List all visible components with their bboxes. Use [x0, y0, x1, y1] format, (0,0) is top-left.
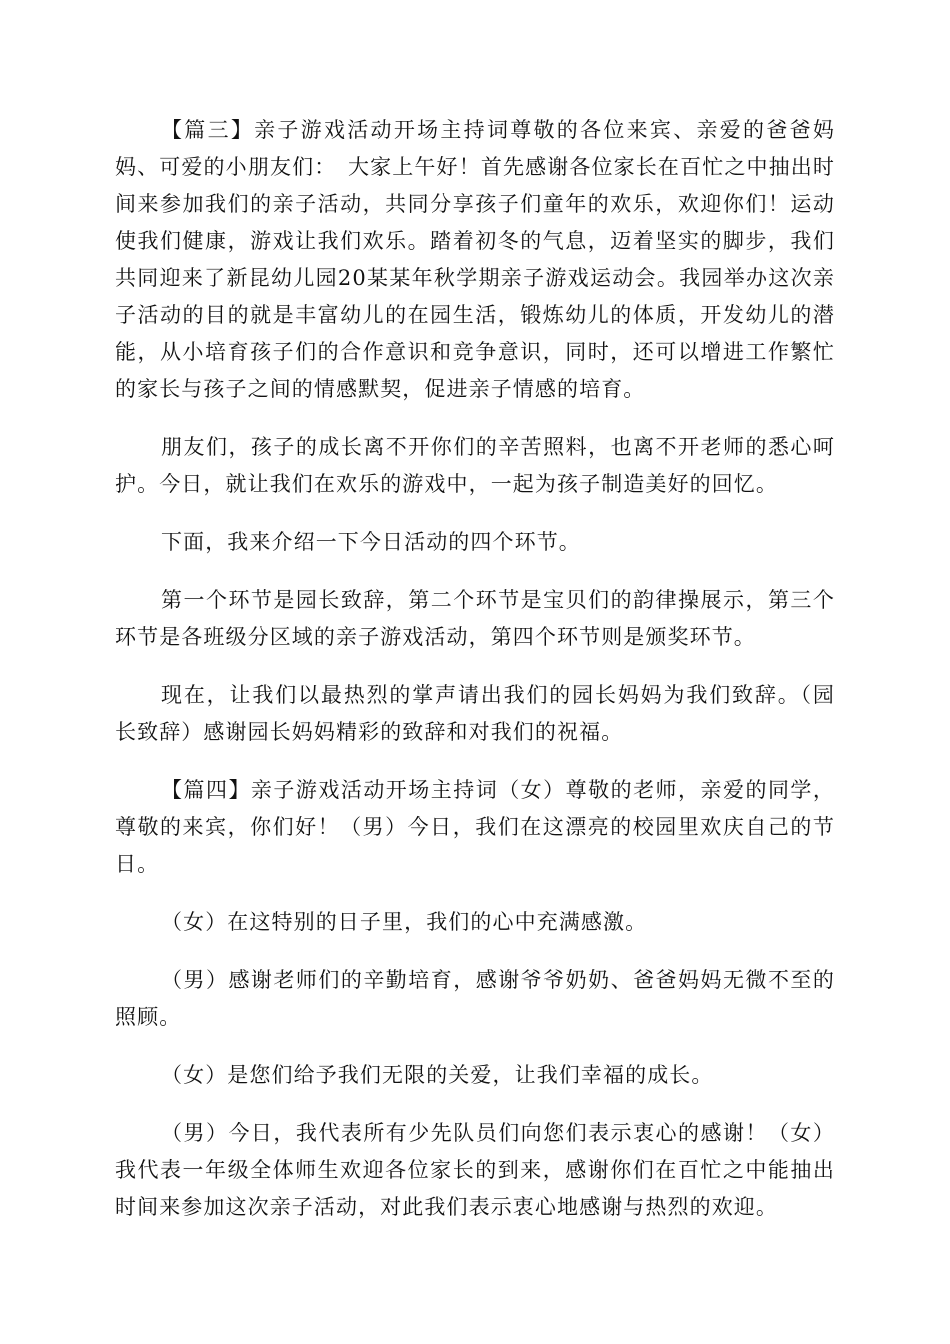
paragraph-female-line-2: （女）是您们给予我们无限的关爱，让我们幸福的成长。	[161, 1063, 714, 1087]
document-page	[115, 112, 835, 1247]
paragraph-friends: 朋友们，孩子的成长离不开你们的辛苦照料，也离不开老师的悉心呵护。今日，就让我们在欢乐的游戏中，一起为孩子制造美好的回忆。	[115, 435, 835, 496]
paragraph-intro-section-3: 【篇三】亲子游戏活动开场主持词尊敬的各位来宾、亲爱的爸爸妈妈、可爱的小朋友们： 大家上午好！首先感谢各位家长在百忙之中抽出时间来参加我们的亲子活动，共同分享孩子们童年的欢乐，欢迎你们！运动使我们健康，游戏让我们欢乐。踏着初冬的气息，迈着坚实的脚步，我们共同迎来了新昆幼儿园20某某年秋学期亲子游戏运动会。我园举办这次亲子活动的目的就是丰富幼儿的在园生活，锻炼幼儿的体质，开发幼儿的潜能，从小培育孩子们的合作意识和竞争意识，同时，还可以增进工作繁忙的家长与孩子之间的情感默契，促进亲子情感的培育。	[115, 118, 835, 401]
paragraph-male-female-closing: （男）今日，我代表所有少先队员们向您们表示衷心的感谢！（女）我代表一年级全体师生欢迎各位家长的到来，感谢你们在百忙之中能抽出时间来参加这次亲子活动，对此我们表示衷心地感谢与热烈的欢迎。	[115, 1121, 835, 1219]
paragraph-agenda-intro: 下面，我来介绍一下今日活动的四个环节。	[161, 530, 581, 554]
paragraph-principal-speech: 现在，让我们以最热烈的掌声请出我们的园长妈妈为我们致辞。（园长致辞）感谢园长妈妈精彩的致辞和对我们的祝福。	[115, 683, 835, 744]
paragraph-intro-section-4: 【篇四】亲子游戏活动开场主持词（女）尊敬的老师，亲爱的同学，尊敬的来宾，你们好！（男）今日，我们在这漂亮的校园里欢庆自己的节日。	[115, 778, 835, 876]
paragraph-female-line-1: （女）在这特别的日子里，我们的心中充满感激。	[161, 910, 648, 934]
paragraph-male-line-1: （男）感谢老师们的辛勤培育，感谢爷爷奶奶、爸爸妈妈无微不至的照顾。	[115, 968, 835, 1029]
paragraph-agenda-items: 第一个环节是园长致辞，第二个环节是宝贝们的韵律操展示，第三个环节是各班级分区域的亲子游戏活动，第四个环节则是颁奖环节。	[115, 588, 835, 649]
